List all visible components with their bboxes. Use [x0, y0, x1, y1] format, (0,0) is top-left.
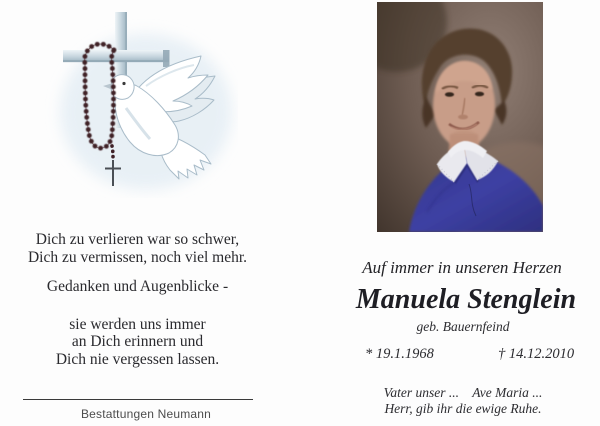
prayer-text [340, 385, 586, 416]
poem-line: sie werden uns immer [69, 315, 206, 333]
dove-cross-rosary-illustration [28, 6, 238, 198]
memorial-poem [10, 231, 265, 368]
portrait-photo-image [377, 2, 543, 232]
funeral-home-divider-line [23, 399, 253, 400]
poem-line: Dich zu verlieren war so schwer, [35, 231, 240, 248]
poem-line: an Dich erinnern und [71, 333, 204, 350]
poem-stanza [10, 316, 265, 369]
poem-line: Dich zu vermissen, noch viel mehr. [27, 248, 248, 266]
poem-stanza [10, 231, 265, 266]
birth-date: * 19.1.1968 [365, 346, 434, 362]
dove-eye [122, 82, 125, 85]
prayer-line: Vater unser ... Ave Maria ... [383, 385, 543, 400]
deceased-name: Manuela Stenglein [355, 284, 577, 315]
funeral-home-name: Bestattungen Neumann [80, 407, 212, 421]
maiden-name: geb. Bauernfeind [416, 319, 510, 334]
dove-cross-rosary-icon [28, 6, 238, 198]
death-date: † 14.12.2010 [498, 346, 575, 362]
portrait-photo [377, 2, 543, 232]
poem-stanza [10, 278, 265, 296]
poem-line: Gedanken und Augenblicke - [46, 278, 229, 295]
prayer-line: Herr, gib ihr die ewige Ruhe. [384, 400, 542, 416]
poem-line: Dich nie vergessen lassen. [55, 350, 220, 368]
dedication-text: Auf immer in unseren Herzen [362, 258, 562, 277]
